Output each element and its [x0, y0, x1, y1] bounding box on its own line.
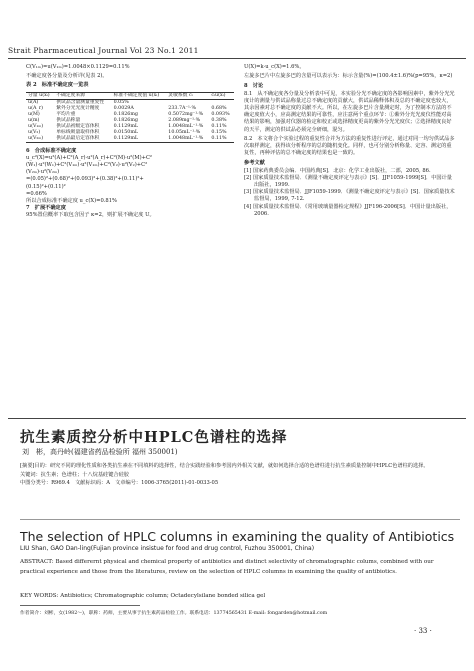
- header-rule: [8, 58, 466, 59]
- table-cell: u(m): [28, 117, 40, 123]
- right-column: [244, 64, 456, 218]
- equation-line: (0.15)²+(0.11)²: [26, 183, 66, 190]
- table-header: 标准不确定度值 u(xᵢ): [113, 92, 160, 98]
- table-body: [26, 99, 234, 142]
- keywords-en: KEY WORDS: Antibiotics; Chromatographic column; Octadecylsilane bonded silica gel: [20, 593, 266, 599]
- table-cell: u(V₁ₘ): [28, 123, 44, 129]
- table-cell: 233.7A⁻¹·%: [168, 105, 197, 111]
- table-cell: 0.1826mg: [113, 117, 138, 123]
- abstract-en: ABSTRACT: Based differernt physical and chemical property of antibiotics and distinct selectivity of chromatographic colums, combined with our practical experience and those from the literatures, review on the selection of HPLC columns in examining the quality of antibiotics.: [20, 559, 434, 575]
- equation-line: =0.66%: [26, 190, 47, 197]
- section-6-result: 所以合成标准不确定度 u_c(X)=0.81%: [26, 198, 117, 205]
- equation-line: =(0.05)²+(0.68)²+(0.093)²+(0.38)²+(0.11)²+: [26, 176, 144, 183]
- equation-line: u_c²(X)=u²(A)+C²(A_r)·u²(A_r)+C²(M)·u²(M)+C²: [26, 154, 152, 161]
- abstract-cn: [摘要]目的：研究不同的理化性质和各类抗生素在不同填料的选择性，结合实践经验和参考国内外相关文献，就如何选择合适的色谱柱进行抗生素质量控制中HPLC色谱柱的选择。: [20, 463, 429, 469]
- table-cell: 0.093%: [211, 111, 230, 117]
- formula-line: C(V₁ₘ)=u(V₁ₘ)=1.0048×0.1129=0.11%: [26, 64, 130, 70]
- abstract-cn-block: [20, 463, 460, 487]
- table-cell: 0.05%: [113, 99, 129, 105]
- table-cell: 供试品含量测量重复性: [56, 99, 105, 105]
- reference-item: [1] 国家药典委员会编．中国药典[S]．北京：化学工业出版社，二部，2005, 86.: [244, 167, 431, 174]
- table-cell: u(M): [28, 111, 40, 117]
- references-title: 参考文献: [244, 160, 265, 167]
- table-cell: 供试品最后定容体积: [56, 135, 100, 141]
- abstract-divider: [20, 519, 460, 520]
- table-cell: u(A_r): [28, 105, 43, 111]
- table-header-row: [26, 92, 234, 99]
- table-header: 灵敏系数 cᵢ: [168, 92, 193, 98]
- table-bottom-rule: [26, 142, 234, 143]
- section-7-text: 95%置信概率下取包含因子 κ=2，则扩展不确定度 U。: [26, 212, 155, 219]
- table-cell: u(V₂ₘ): [28, 135, 44, 141]
- reference-item: [3] 国家质量技术监督局．JJF1059-1999．《测量不确定度评定与表示》[S]．国家质量技术监督局，1999, 7-12.: [244, 189, 455, 203]
- result-paragraph: 左旋多巴片中左旋多巴的含量可以表示为：标示含量(%)=(100.4±1.6)%(p=95%，κ=2): [244, 73, 453, 80]
- table-row: [26, 136, 234, 142]
- table-title: 表 2 标准不确定度一览表: [26, 82, 89, 89]
- discussion-paragraph-1: 8.1 从不确定度各分量及分析表中可见，本实验分光不确定度的各影响因素中，紫外分光光度计的测量与供试品称量过总不确定度的贡献大，供试品稀释体积及总的不确定度也较大，其余因素对总不确定度的贡献不大。所以，在左旋多巴片含量测定时，为了控制本方法的不确定度值大小，应高测定结果的可靠性，应注意两个重点环节：①紫外分光光度仪性能对高结果的影响，加强对仪器的检定和校正或选择精度更高的紫外分光光度仪；②选择精度良好的天平，测定的供试品必须完全研细，混匀。: [244, 90, 455, 133]
- authors-cn: 刘 彬，高丹岭(福建省药品检验所 福州 350001): [22, 448, 178, 456]
- page-number: · 33 ·: [414, 627, 432, 635]
- formula-note: 不确定度各分量及分析详(见表 2)。: [26, 73, 108, 80]
- table-cell: 0.0029A: [113, 105, 134, 111]
- table-cell: 10.05mL⁻¹·%: [168, 129, 201, 135]
- footnote-rule: [20, 605, 140, 606]
- references-list: [244, 168, 456, 218]
- expanded-uncertainty-eq: U(X)=k·u_c(X)=1.6%。: [244, 64, 305, 70]
- discussion-paragraph-2: 8.2 本文将合个实验过程的重复性合并为方法的重复性进行评定，通过对同一均匀供试品多次取样测定，获得该分析程序的总的随机变化。同样，也可分别分析称量、定容、测定的重复性，再种评估的总不确定度的结果也是一致的。: [244, 135, 455, 157]
- running-header: Strait Pharmaceutical Journal Vol 23 No.1 2011: [8, 46, 199, 55]
- section-8-title: 8 讨论: [244, 83, 264, 90]
- table-row: [26, 124, 234, 130]
- table-cell: 0.1129mL: [113, 123, 139, 129]
- table-cell: 供试品称量: [56, 117, 81, 123]
- table-cell: 0.38%: [211, 117, 227, 123]
- reference-item: [4] 国家质量技术监督局．《常用玻璃量器检定规程》JJF196-2006[S]．中国计量出版社，2006.: [244, 203, 452, 217]
- table-cell: 单标线吸量取样体积: [56, 129, 100, 135]
- table-cell: 平均片重: [56, 111, 76, 117]
- table-cell: 0.68%: [211, 105, 227, 111]
- article-title-cn: 抗生素质控分析中HPLC色谱柱的选择: [20, 429, 288, 446]
- article-divider: [8, 418, 466, 419]
- table-cell: 0.1826mg: [113, 111, 138, 117]
- uncertainty-table: [26, 92, 234, 142]
- table-cell: u(V₂): [28, 129, 41, 135]
- left-column: [26, 64, 236, 220]
- table-header: 不确定度来源: [56, 92, 86, 98]
- table-cell: 0.15%: [211, 129, 227, 135]
- keywords-cn: 关键词：抗生素；色谱柱；十八烷基硅键合硅胶: [20, 472, 129, 478]
- section-6-title: 6 合成标准不确定度: [26, 147, 77, 154]
- equation-line: (W₁)·u²(W₁)+C²(V₁ₘ)·u²(V₁ₘ)+C²(V₂)·u²(V₂)+C²: [26, 162, 148, 169]
- reference-item: [2] 国家质量技术监督局．《测量不确定度评定与表示》[S]．JJF1059-1999[S]．中国计量出版社，1999.: [244, 174, 452, 189]
- table-cell: 2.089mg⁻¹·%: [168, 117, 201, 123]
- table-cell: 0.11%: [211, 123, 227, 129]
- section-7-title: 7 扩展不确定度: [26, 205, 66, 212]
- authors-en: LIU Shan, GAO Dan-ling(Fujian province insistue for food and drug control, Fuzhou 350001, China): [20, 545, 315, 552]
- table-header: cᵢu(xᵢ): [211, 92, 226, 98]
- table-cell: 0.1129mL: [113, 135, 139, 141]
- table-row: [26, 112, 234, 118]
- table-header: 分量 u(xᵢ): [28, 92, 50, 98]
- table-cell: 供试品初级定容体积: [56, 123, 100, 129]
- table-cell: 0.5072mg⁻¹·%: [168, 111, 204, 117]
- table-cell: 0.11%: [211, 135, 227, 141]
- table-cell: 紫外分光光度计精度: [56, 105, 100, 111]
- table-cell: 1.0048mL⁻¹·%: [168, 123, 204, 129]
- equation-line: (V₂ₘ)·u²(V₂ₘ): [26, 169, 60, 176]
- article-title-en: The selection of HPLC columns in examining the quality of Antibiotics: [20, 529, 455, 544]
- table-cell: u(A): [28, 99, 39, 105]
- table-cell: 1.0048mL⁻¹·%: [168, 135, 204, 141]
- classification-cn: 中图分类号：R969.4 文献标识码：A 文章编号：1006-3765(2011)-01-0033-05: [20, 480, 219, 486]
- author-footnote: 作者简介：刘彬，女(1982～)，职称：药师，主要从事于抗生素药品检验工作。联系电话：13774565431 E-mail: fongarden@hotmail.com: [20, 611, 328, 616]
- table-cell: 0.0150mL: [113, 129, 139, 135]
